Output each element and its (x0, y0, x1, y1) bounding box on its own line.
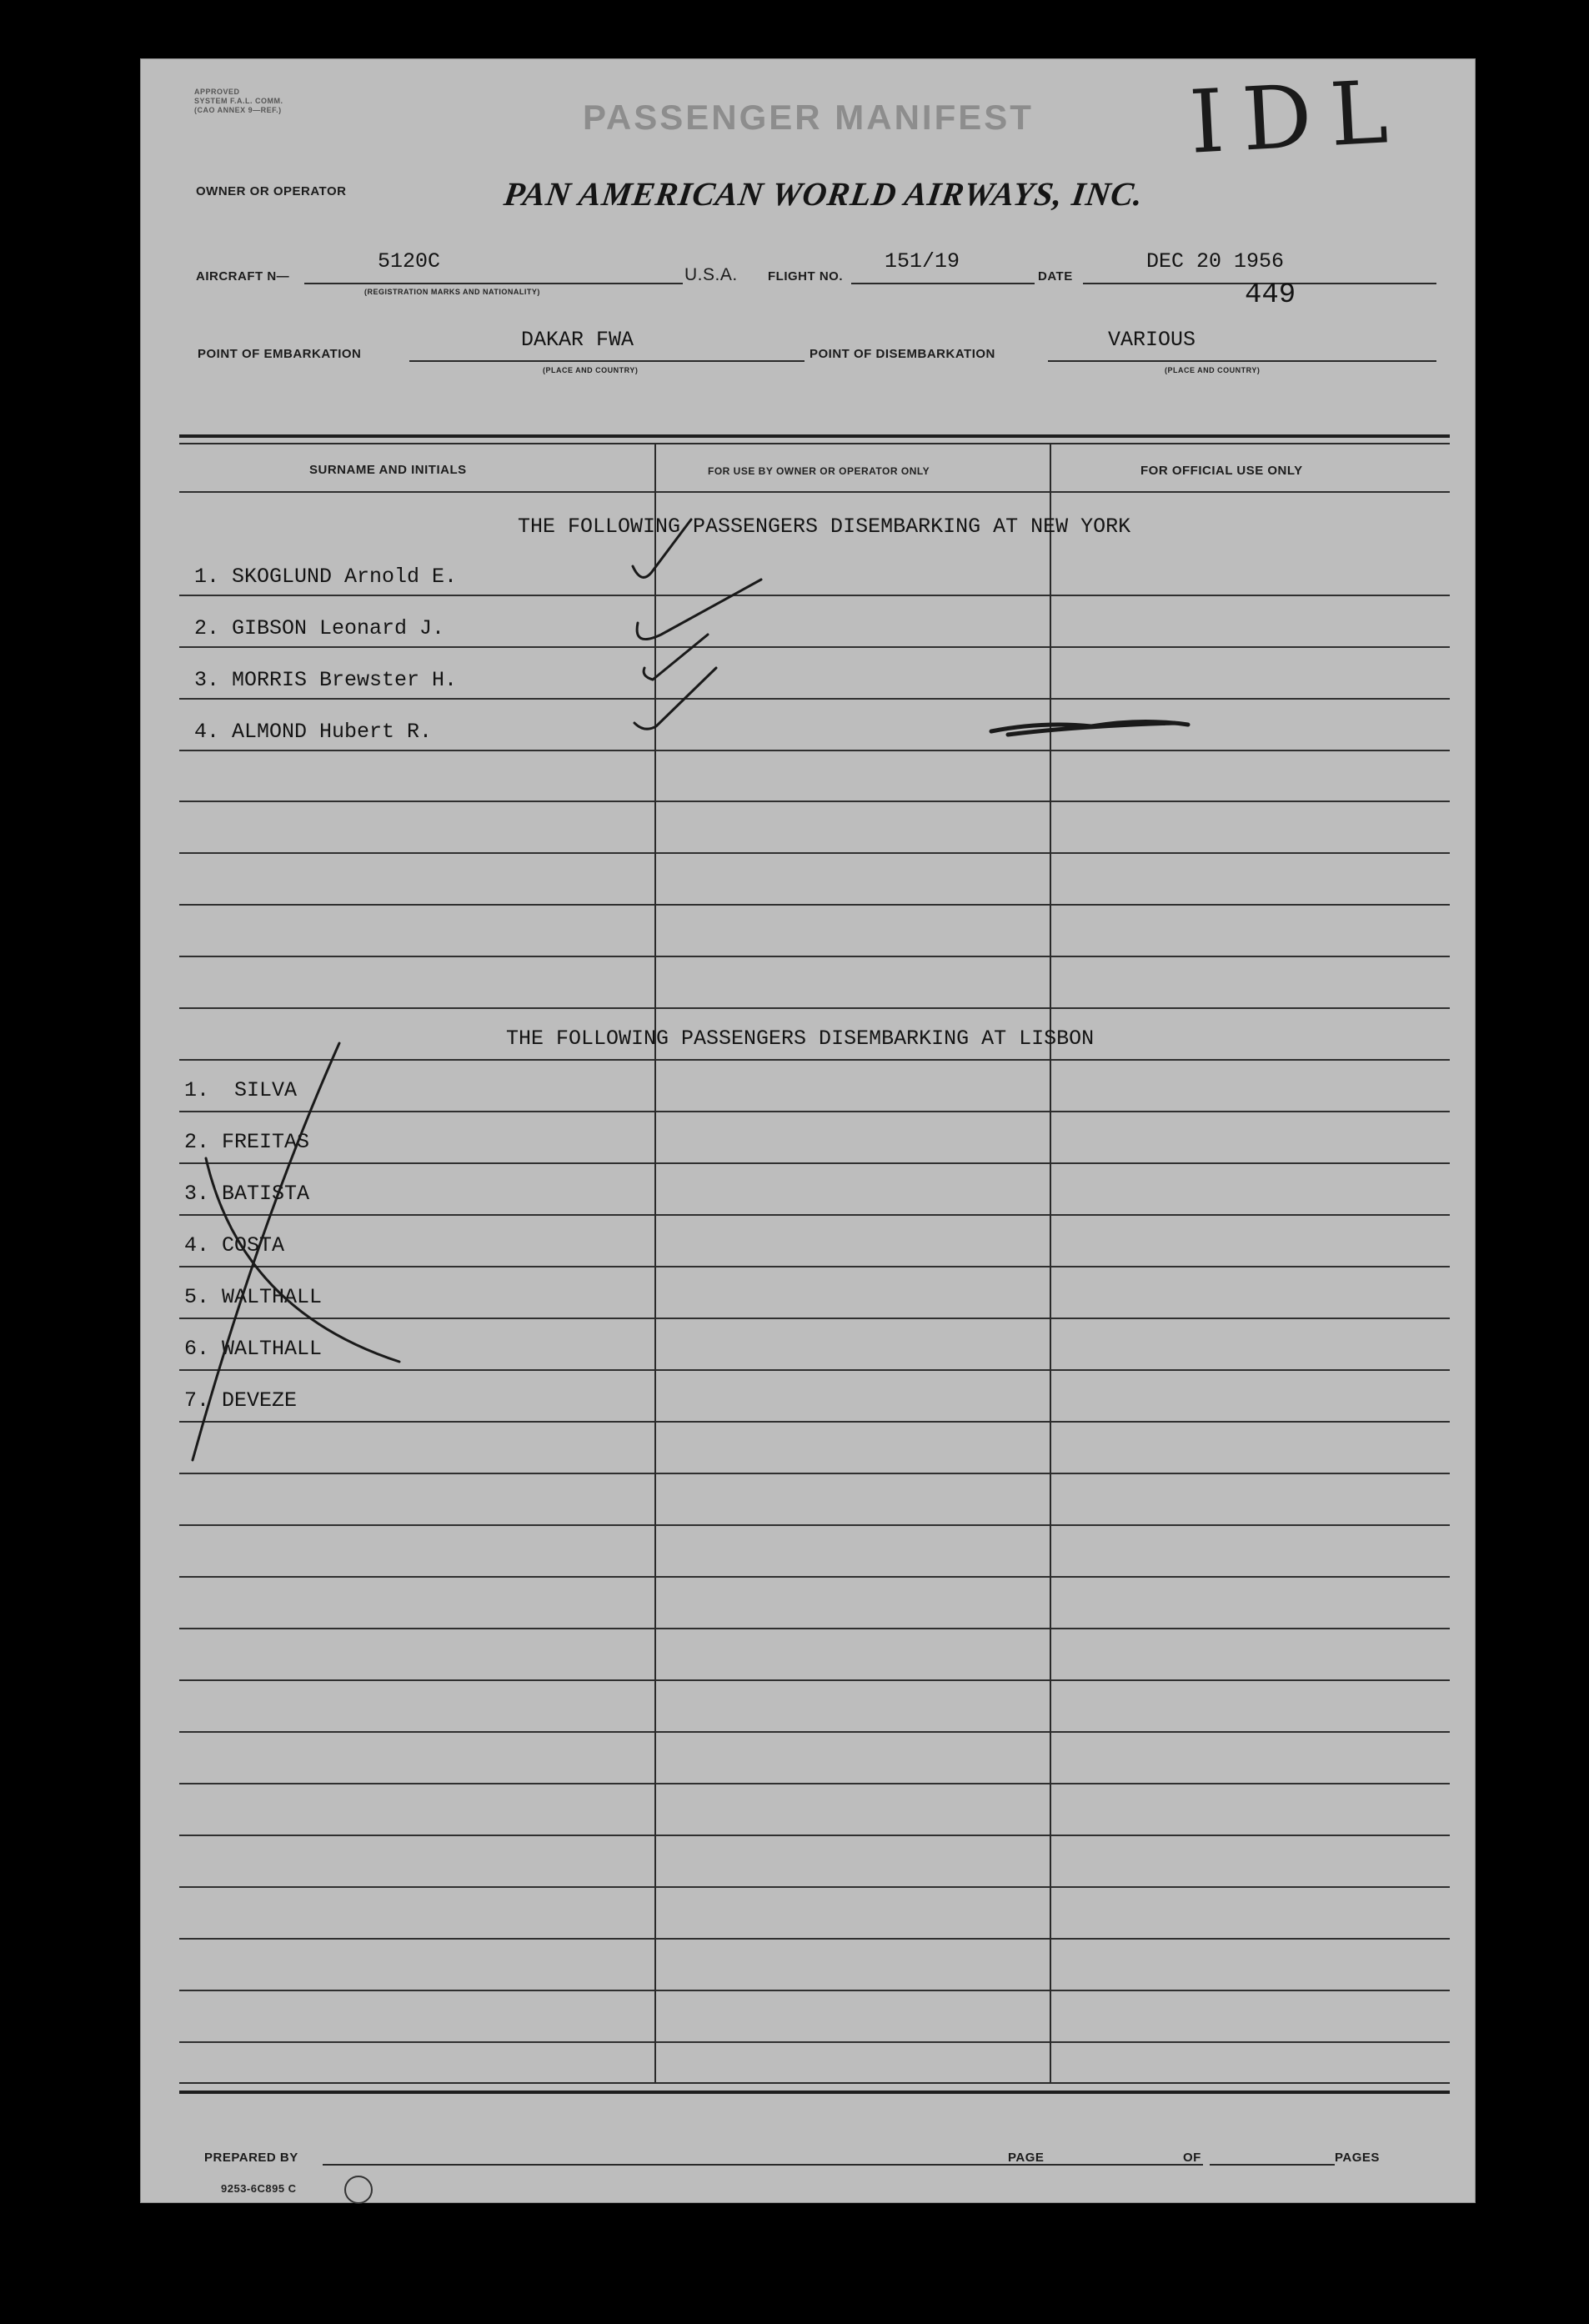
page-title: PASSENGER MANIFEST (583, 98, 1034, 137)
company-name: PAN AMERICAN WORLD AIRWAYS, INC. (501, 175, 1146, 213)
column-header-names: SURNAME AND INITIALS (309, 463, 467, 477)
handwritten-mark: IDL (1186, 60, 1409, 173)
embarkation-caption: (PLACE AND COUNTRY) (543, 366, 639, 374)
nationality: U.S.A. (684, 265, 738, 284)
passenger-row: 3. BATISTA (184, 1182, 310, 1206)
pages-label: PAGES (1335, 2151, 1380, 2165)
passenger-row: 2. GIBSON Leonard J. (194, 616, 445, 640)
passenger-row: 4. ALMOND Hubert R. (194, 720, 433, 744)
scribble-mark (991, 721, 1188, 735)
disembarkation-value: VARIOUS (1108, 328, 1196, 352)
aircraft-caption: (REGISTRATION MARKS AND NATIONALITY) (364, 288, 540, 296)
passenger-row: 4. COSTA (184, 1233, 285, 1257)
manifest-sheet (140, 58, 1476, 2203)
passenger-row: 1. SILVA (184, 1078, 298, 1102)
passenger-row: 7. DEVEZE (184, 1388, 298, 1413)
passenger-row: 6. WALTHALL (184, 1337, 323, 1361)
embarkation-label: POINT OF EMBARKATION (198, 347, 362, 361)
approval-line: (CAO ANNEX 9—REF.) (194, 106, 282, 114)
prepared-by-label: PREPARED BY (204, 2151, 298, 2165)
passenger-row: 5. WALTHALL (184, 1285, 323, 1309)
passenger-row: 1. SKOGLUND Arnold E. (194, 565, 458, 589)
embarkation-value: DAKAR FWA (521, 328, 634, 352)
group-heading-lisbon: THE FOLLOWING PASSENGERS DISEMBARKING AT LISBON (506, 1026, 1095, 1051)
approval-line: SYSTEM F.A.L. COMM. (194, 97, 283, 105)
aircraft-label: AIRCRAFT N— (196, 269, 290, 284)
group-heading-new-york: THE FOLLOWING PASSENGERS DISEMBARKING AT NEW YORK (518, 514, 1131, 539)
aircraft-value: 5120C (378, 249, 441, 274)
passenger-row: 2. FREITAS (184, 1130, 310, 1154)
date-value: DEC 20 1956 (1146, 249, 1285, 274)
flight-label: FLIGHT NO. (768, 269, 843, 284)
approval-line: APPROVED (194, 88, 240, 96)
strike-through-mark (206, 1158, 399, 1362)
check-mark-icon (644, 635, 708, 680)
check-mark-icon (637, 580, 761, 640)
page-label: PAGE (1008, 2151, 1045, 2165)
check-mark-icon (633, 520, 691, 577)
column-header-owner: FOR USE BY OWNER OR OPERATOR ONLY (708, 465, 930, 477)
disembarkation-caption: (PLACE AND COUNTRY) (1165, 366, 1261, 374)
flight-value: 151/19 (885, 249, 960, 274)
handwritten-marks (141, 59, 1475, 2202)
disembarkation-label: POINT OF DISEMBARKATION (810, 347, 995, 361)
of-label: OF (1183, 2151, 1201, 2165)
owner-label: OWNER OR OPERATOR (196, 184, 347, 198)
form-number: 9253-6C895 C (221, 2182, 297, 2195)
strike-through-mark (193, 1043, 339, 1460)
reference-number: 449 (1245, 279, 1296, 311)
union-label-icon (344, 2176, 373, 2204)
passenger-row: 3. MORRIS Brewster H. (194, 668, 458, 692)
column-header-official: FOR OFFICIAL USE ONLY (1140, 464, 1303, 478)
date-label: DATE (1038, 269, 1073, 284)
